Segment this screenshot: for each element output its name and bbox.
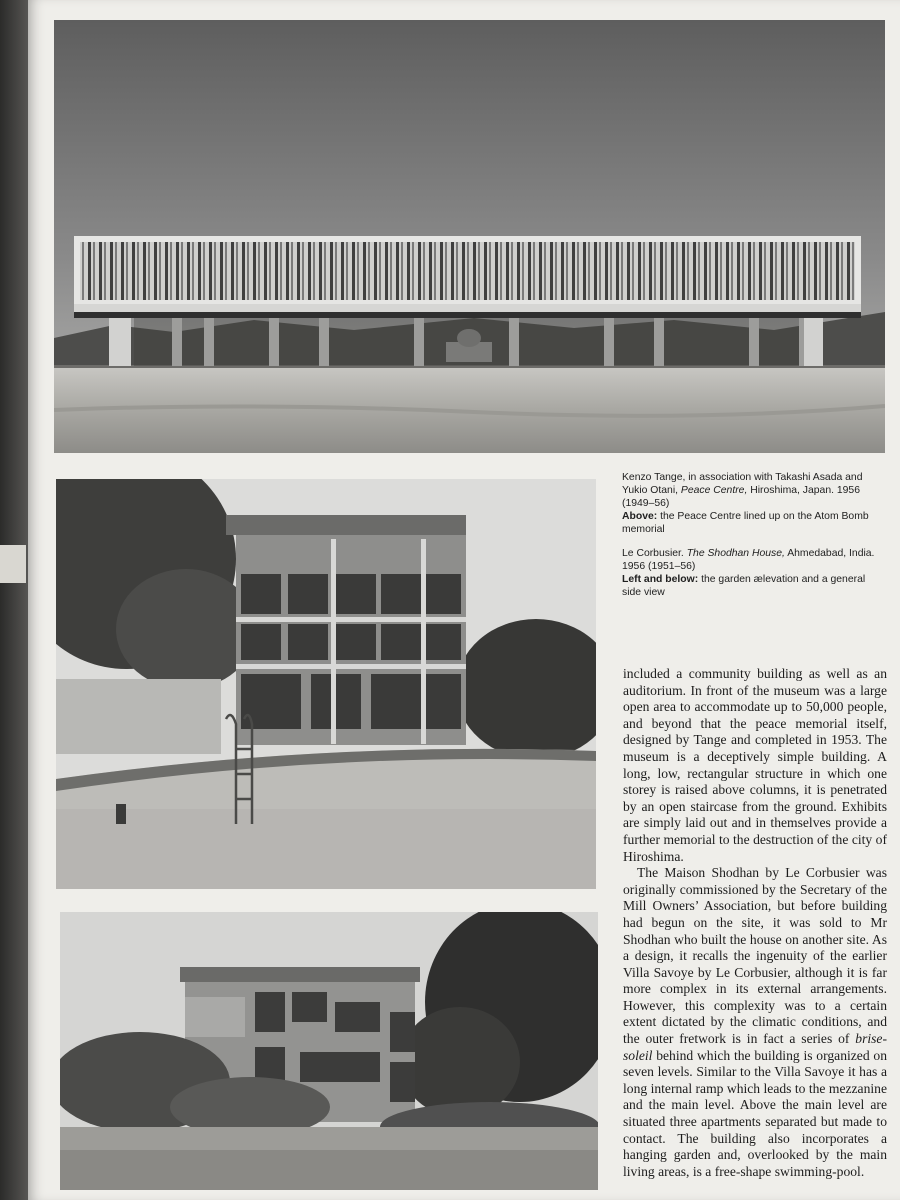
peace-centre-photo: [54, 20, 885, 453]
book-spine: [0, 0, 30, 1200]
body-paragraph-2-emphasis: brise-soleil: [623, 1031, 887, 1063]
caption-shodhan-tail: Ahmedabad, India. 1956 (1951–56): [622, 548, 875, 572]
caption-shodhan-text: the garden ælevation and a general side view: [622, 574, 866, 598]
caption-peace-centre-title: Peace Centre,: [680, 485, 748, 496]
caption-shodhan-lead: Le Corbusier.: [622, 548, 687, 559]
photo-captions: [622, 471, 880, 610]
adjacent-page-edge: [0, 545, 26, 583]
body-text-column: [623, 666, 887, 1180]
body-paragraph-2: [623, 865, 887, 1180]
body-paragraph-2-start: The Maison Shodhan by Le Corbusier was originally commissioned by the Secretary of the Mill Owners’ Association, but before building had begun on the site, it was sold to Mr Shodhan who built the house on another site. As a design, it recalls the ingenuity of the earlier Villa Savoye by Le Corbusier, although it is far more complex in its external arrangements. However, this complexity was to a certain extent dictated by the climatic conditions, and the outer fretwork is in fact a series of: [623, 865, 887, 1047]
caption-peace-centre-lead: Kenzo Tange, in association with Takashi Asada and Yukio Otani,: [622, 472, 863, 496]
body-paragraph-2-end: behind which the building is organized on seven levels. Similar to the Villa Savoye it has a long internal ramp which leads to the mezzanine and the main level. Above the main level are situated three apartments separated but made to contact. The building also incorporates a hanging garden and, overlooked by the main living areas, is a free-shape swimming-pool.: [623, 1047, 887, 1179]
body-paragraph-1: included a community building as well as an auditorium. In front of the museum was a large open area to accommodate up to 50,000 people, and beyond that the peace memorial itself, designed by Tange and completed in 1953. The museum is a deceptively simple building. A long, low, rectangular structure in which one storey is raised above columns, it is penetrated by an open staircase from the ground. Exhibits are simply laid out and in themselves provide a further memorial to the destruction of the city of Hiroshima.: [623, 666, 887, 864]
shodhan-garden-elevation-photo: [56, 479, 596, 889]
caption-peace-centre-text: the Peace Centre lined up on the Atom Bomb memorial: [622, 511, 869, 535]
caption-peace-centre: [622, 471, 880, 536]
shodhan-side-view-photo: [60, 912, 598, 1190]
caption-shodhan-title: The Shodhan House,: [686, 548, 785, 559]
caption-shodhan-label: Left and below:: [622, 574, 699, 585]
caption-shodhan: [622, 547, 880, 599]
caption-peace-centre-label: Above:: [622, 511, 658, 522]
caption-peace-centre-tail: Hiroshima, Japan. 1956 (1949–56): [622, 485, 860, 509]
